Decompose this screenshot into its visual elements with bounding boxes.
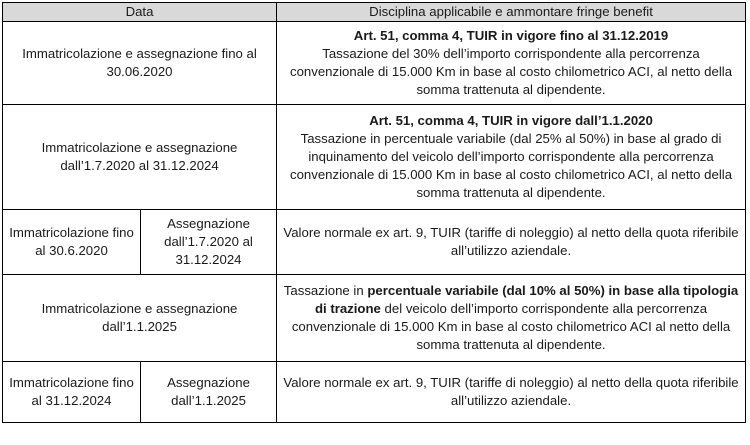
- row5-body: Valore normale ex art. 9, TUIR (tariffe di noleggio) al netto della quota riferibile all’utilizzo aziendale.: [283, 375, 739, 408]
- table-row: [3, 105, 746, 210]
- row4-body-bold: percentuale variabile (dal 10% al 50%) in base alla tipologia di trazione: [314, 283, 739, 316]
- row3-registration-cell: [3, 210, 141, 275]
- row2-body: Tassazione in percentuale variabile (dal 25% al 50%) in base al grado di inquinamento del veicolo dell’importo corrispondente alla percorrenza convenzionale di 15.000 Km in base al costo chilometrico ACI, al netto della somma trattenuta al dipendente.: [289, 131, 733, 200]
- row3-discipline-cell: [277, 210, 746, 275]
- row4-body-post: del veicolo dell’importo corrispondente alla percorrenza convenzionale di 15.000 Km in base al costo chilometrico ACI al netto della somma trattenuta al dipendente.: [291, 301, 731, 352]
- row5-assignment-cell: [141, 362, 277, 423]
- row5-registration: Immatricolazione fino al 31.12.2024: [9, 375, 134, 408]
- table-row: [3, 210, 746, 275]
- header-discipline: Disciplina applicabile e ammontare fringe benefit: [277, 3, 746, 22]
- row1-discipline-cell: [277, 22, 746, 105]
- table-row: [3, 362, 746, 423]
- row5-discipline-cell: [277, 362, 746, 423]
- row1-body: Tassazione del 30% dell’importo corrispondente alla percorrenza convenzionale di 15.000 Km in base al costo chilometrico ACI, al netto della somma trattenuta al dipendente.: [289, 46, 733, 97]
- table-row: [3, 275, 746, 362]
- row5-assignment: Assegnazione dall’1.1.2025: [167, 375, 250, 408]
- row3-registration: Immatricolazione fino al 30.6.2020: [9, 225, 134, 258]
- header-data: Data: [3, 3, 277, 22]
- fringe-benefit-table: [2, 2, 746, 423]
- row5-registration-cell: [3, 362, 141, 423]
- table-row: [3, 22, 746, 105]
- row2-date-cell: [3, 105, 277, 210]
- row2-discipline-cell: [277, 105, 746, 210]
- table-header-row: [3, 3, 746, 22]
- row2-title: Art. 51, comma 4, TUIR in vigore dall’1.1.2020: [369, 113, 653, 128]
- row1-title: Art. 51, comma 4, TUIR in vigore fino al 31.12.2019: [353, 28, 669, 43]
- row3-assignment-cell: [141, 210, 277, 275]
- row4-body-pre: Tassazione in: [283, 283, 368, 298]
- fringe-benefit-table-container: [2, 2, 746, 423]
- row1-date-cell: [3, 22, 277, 105]
- row3-assignment: Assegnazione dall’1.7.2020 al 31.12.2024: [164, 216, 253, 267]
- row3-body: Valore normale ex art. 9, TUIR (tariffe di noleggio) al netto della quota riferibile all’utilizzo aziendale.: [283, 225, 739, 258]
- row1-date: Immatricolazione e assegnazione fino al 30.06.2020: [22, 46, 257, 79]
- row4-discipline-cell: [277, 275, 746, 362]
- row4-date-cell: [3, 275, 277, 362]
- row2-date: Immatricolazione e assegnazione dall’1.7.2020 al 31.12.2024: [41, 140, 238, 173]
- row4-date: Immatricolazione e assegnazione dall’1.1.2025: [41, 301, 238, 334]
